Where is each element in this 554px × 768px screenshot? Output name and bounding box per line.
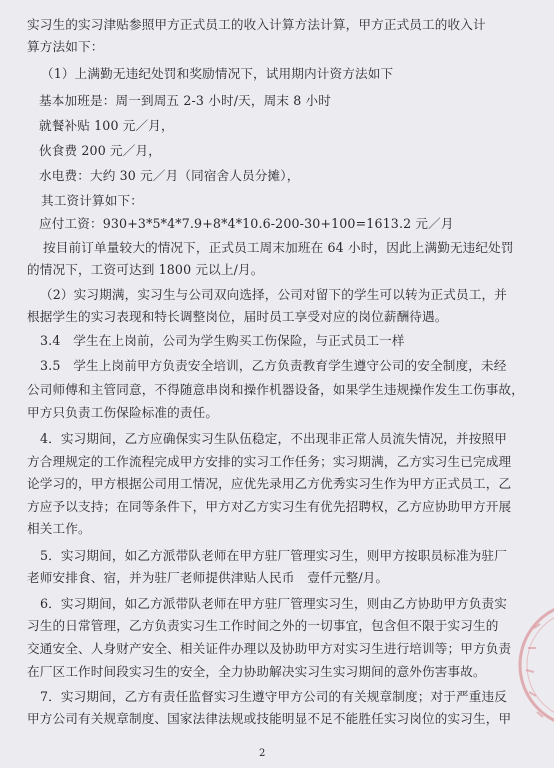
text-line: 公司师傅和主管同意，不得随意串岗和操作机器设备，如果学生违规操作发生工伤事故， (27, 382, 525, 397)
text-line: 4．实习期间，乙方应确保实习生队伍稳定，不出现非正常人员流失情况，并按照甲 (40, 431, 507, 446)
text-line: 按目前订单量较大的情况下，正式员工周末加班在 64 小时，因此上满勤无违纪处罚 (43, 240, 514, 255)
text-line: 甲方公司有关规章制度、国家法律法规或技能明显不足不能胜任实习岗位的实习生，甲 (27, 711, 512, 726)
text-line: 习生的日常管理，乙方负责实习生工作时间之外的一切事宜，包含但不限于实习生的 (27, 618, 499, 633)
text-line: 5．实习期间，如乙方派带队老师在甲方驻厂管理实习生，则甲方按职员标准为驻厂 (40, 548, 507, 563)
text-line: 实习生的实习津贴参照甲方正式员工的收入计算方法计算，甲方正式员工的收入计 (27, 17, 486, 32)
text-line: 老师安排食、宿，并为驻厂老师提供津贴人民币 壹仟元整/月。 (27, 570, 389, 585)
text-line: 交通安全、人身财产安全、相关证件办理以及协助甲方对实习生进行培训等；甲方负责 (27, 641, 512, 656)
text-line: 论学习的，甲方根据公司用工情况，应优先录用乙方优秀实习生作为甲方正式员工，乙 (27, 476, 512, 491)
text-line: 基本加班是：周一到周五 2-3 小时/天，周末 8 小时 (39, 93, 332, 108)
text-line: 方合理规定的工作流程完成甲方安排的实习工作任务；实习期满，乙方实习生已完成理 (27, 454, 512, 469)
company-seal-partial (512, 590, 554, 740)
text-line: 甲方只负责工伤保险标准的责任。 (27, 405, 219, 420)
text-line: 在厂区工作时间段实习生的安全，全力协助解决实习生实习期间的意外伤害事故。 (27, 664, 486, 679)
text-line: 方应予以支持；在同等条件下，甲方对乙方实习生有优先招聘权，乙方应协助甲方开展 (27, 499, 512, 514)
text-line: 就餐补贴 100 元／月， (39, 118, 174, 133)
page-number: 2 (259, 748, 266, 759)
text-line: 的情况下，工资可达到 1800 元以上/月。 (27, 262, 264, 277)
text-line: 7．实习期间，乙方有责任监督实习生遵守甲方公司的有关规章制度；对于严重违反 (40, 689, 507, 704)
text-line: 根据学生的实习表现和特长调整岗位，届时员工享受对应的岗位薪酬待遇。 (27, 309, 448, 324)
text-line: （2）实习期满，实习生与公司双向选择，公司对留下的学生可以转为正式员工，并 (40, 287, 507, 302)
text-line: 6．实习期间，如乙方派带队老师在甲方驻厂管理实习生，则由乙方协助甲方负责实 (40, 596, 507, 611)
text-line: 相关工作。 (27, 521, 91, 536)
text-line: 其工资计算如下： (41, 193, 143, 208)
text-line: 水电费：大约 30 元／月（同宿舍人员分摊）， (39, 168, 300, 183)
text-line: 3.5 学生上岗前甲方负责安全培训，乙方负责教育学生遵守公司的安全制度，未经 (40, 358, 507, 373)
text-line: （1）上满勤无违纪处罚和奖励情况下，试用期内计资方法如下 (41, 66, 394, 81)
text-line: 伙食费 200 元／月， (39, 143, 162, 158)
text-line: 应付工资：930+3*5*4*7.9+8*4*10.6-200-30+100=1613.2 元／月 (39, 216, 454, 231)
text-line: 算方法如下： (27, 39, 104, 54)
text-line: 3.4 学生在上岗前，公司为学生购买工伤保险，与正式员工一样 (40, 333, 405, 348)
